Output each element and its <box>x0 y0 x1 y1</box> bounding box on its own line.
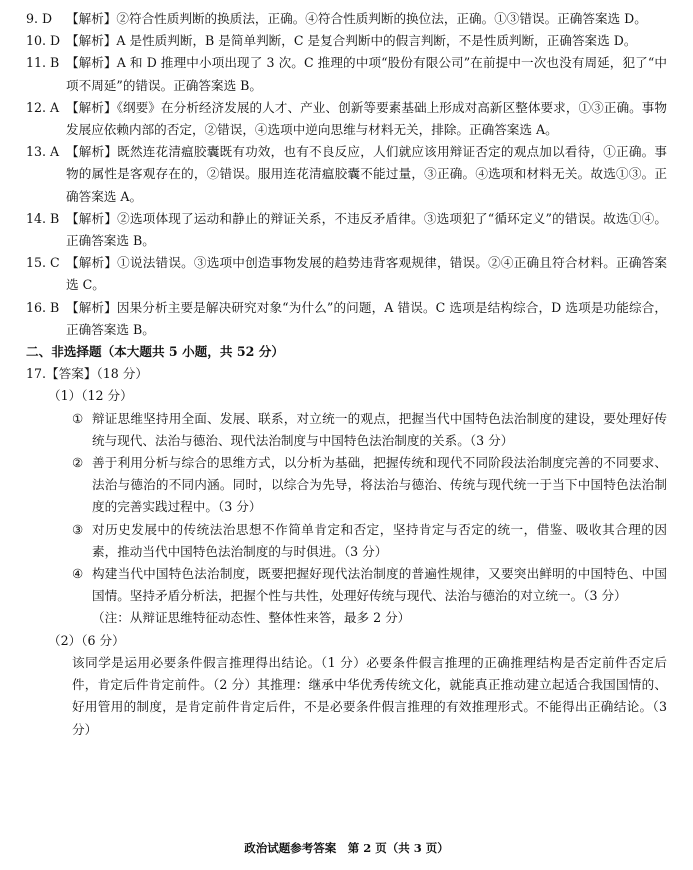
question-number: 9. D <box>26 11 53 26</box>
point-marker: ② <box>72 455 84 471</box>
answer-explanation: 【解析】因果分析主要是解决研究对象“为什么”的问题，A 错误。C 选项是结构综合，D 选项是功能综合，正确答案选 B。 <box>66 299 667 337</box>
answer-explanation: 【解析】②符合性质判断的换质法，正确。④符合性质判断的换位法，正确。①③错误。正确答案选 D。 <box>66 11 647 26</box>
subquestion-2-answer: 该同学是运用必要条件假言推理得出结论。（1 分）必要条件假言推理的正确推理结构是否定前件否定后件，肯定后件肯定前件。（2 分）其推理：继承中华优秀传统文化，就能真正推动建立起适合我国国情的、好用管用的制度，是肯定前件肯定后件，不是必要条件假言推理的有效推理形式。不能得出正确结论。（3 分） <box>72 654 667 737</box>
answer-point-2 <box>26 452 667 519</box>
answer-item-16 <box>26 297 667 341</box>
question-number: 14. B <box>26 210 60 226</box>
page-footer: 政治试题参考答案 第 2 页（共 3 页） <box>244 841 449 855</box>
point-text: 构建当代中国特色法治制度，既要把握好现代法治制度的普遍性规律，又要突出鲜明的中国特色、中国国情。坚持矛盾分析法，把握个性与共性，处理好传统与现代、法治与德治的对立统一。（3 分） <box>92 566 667 604</box>
question-number: 16. B <box>26 299 60 315</box>
answer-item-15 <box>26 252 667 296</box>
section-heading: 二、非选择题（本大题共 5 小题，共 52 分） <box>26 344 284 360</box>
answer-item-10 <box>26 30 667 52</box>
answer-explanation: 【解析】《纲要》在分析经济发展的人才、产业、创新等要素基础上形成对高新区整体要求，①③正确。事物发展应依赖内部的否定，②错误，④选项中逆向思维与材料无关，排除。正确答案选 A。 <box>66 99 667 138</box>
answer-explanation: 【解析】A 是性质判断，B 是简单判断，C 是复合判断中的假言判断，不是性质判断，正确答案选 D。 <box>66 33 637 49</box>
question-number: 17. <box>26 366 47 382</box>
subquestion-2-label: （2）（6 分） <box>48 632 125 648</box>
scoring-note: （注：从辩证思维特征动态性、整体性来答，最多 2 分） <box>92 610 411 626</box>
question-number: 12. A <box>26 99 60 115</box>
question-number: 11. B <box>26 55 60 71</box>
answer-explanation: 【解析】①说法错误。③选项中创造事物发展的趋势违背客观规律，错误。②④正确且符合材料。正确答案选 C。 <box>66 255 667 293</box>
point-marker: ④ <box>72 566 84 582</box>
point-text: 辩证思维坚持用全面、发展、联系，对立统一的观点，把握当代中国特色法治制度的建设，要处理好传统与现代、法治与德治、现代法治制度与中国特色法治制度的关系。（3 分） <box>92 410 667 448</box>
answer-item-13 <box>26 141 667 208</box>
question-number: 15. C <box>26 255 60 271</box>
answer-item-14 <box>26 208 667 252</box>
answer-item-9 <box>26 8 667 30</box>
point-text: 对历史发展中的传统法治思想不作简单肯定和否定，坚持肯定与否定的统一，借鉴、吸收其合理的因素，推动当代中国特色法治制度的与时俱进。（3 分） <box>92 521 667 559</box>
answer-heading: 【答案】（18 分） <box>46 366 148 382</box>
answer-point-3 <box>26 519 667 563</box>
question-number: 13. A <box>26 144 60 160</box>
subquestion-1-label: （1）（12 分） <box>48 388 133 404</box>
answer-point-4 <box>26 563 667 607</box>
answer-item-12 <box>26 97 667 141</box>
answer-item-17 <box>26 363 667 385</box>
question-number: 10. D <box>26 33 61 49</box>
point-text: 善于利用分析与综合的思维方式，以分析为基础，把握传统和现代不同阶段法治制度完善的不同要求、法治与德治的不同内涵。同时，以综合为先导，将法治与德治、传统与现代统一于当下中国特色法治制度的完善实践过程中。（3 分） <box>92 455 667 515</box>
point-marker: ① <box>72 410 84 426</box>
answer-item-11 <box>26 52 667 96</box>
point-marker: ③ <box>72 521 84 537</box>
answer-explanation: 【解析】②选项体现了运动和静止的辩证关系，不违反矛盾律。③选项犯了“循环定义”的错误。故选①④。正确答案选 B。 <box>66 210 667 249</box>
answer-explanation: 【解析】A 和 D 推理中小项出现了 3 次。C 推理的中项“股份有限公司”在前提中一次也没有周延，犯了“中项不周延”的错误。正确答案选 B。 <box>66 55 667 93</box>
answer-point-1 <box>26 408 667 452</box>
answer-explanation: 【解析】既然连花清瘟胶囊既有功效，也有不良反应，人们就应该用辩证否定的观点加以看待，①正确。事物的属性是客观存在的，②错误。服用连花清瘟胶囊不能过量，③正确。④选项和材料无关。故选①③。正确答案选 A。 <box>66 144 667 204</box>
